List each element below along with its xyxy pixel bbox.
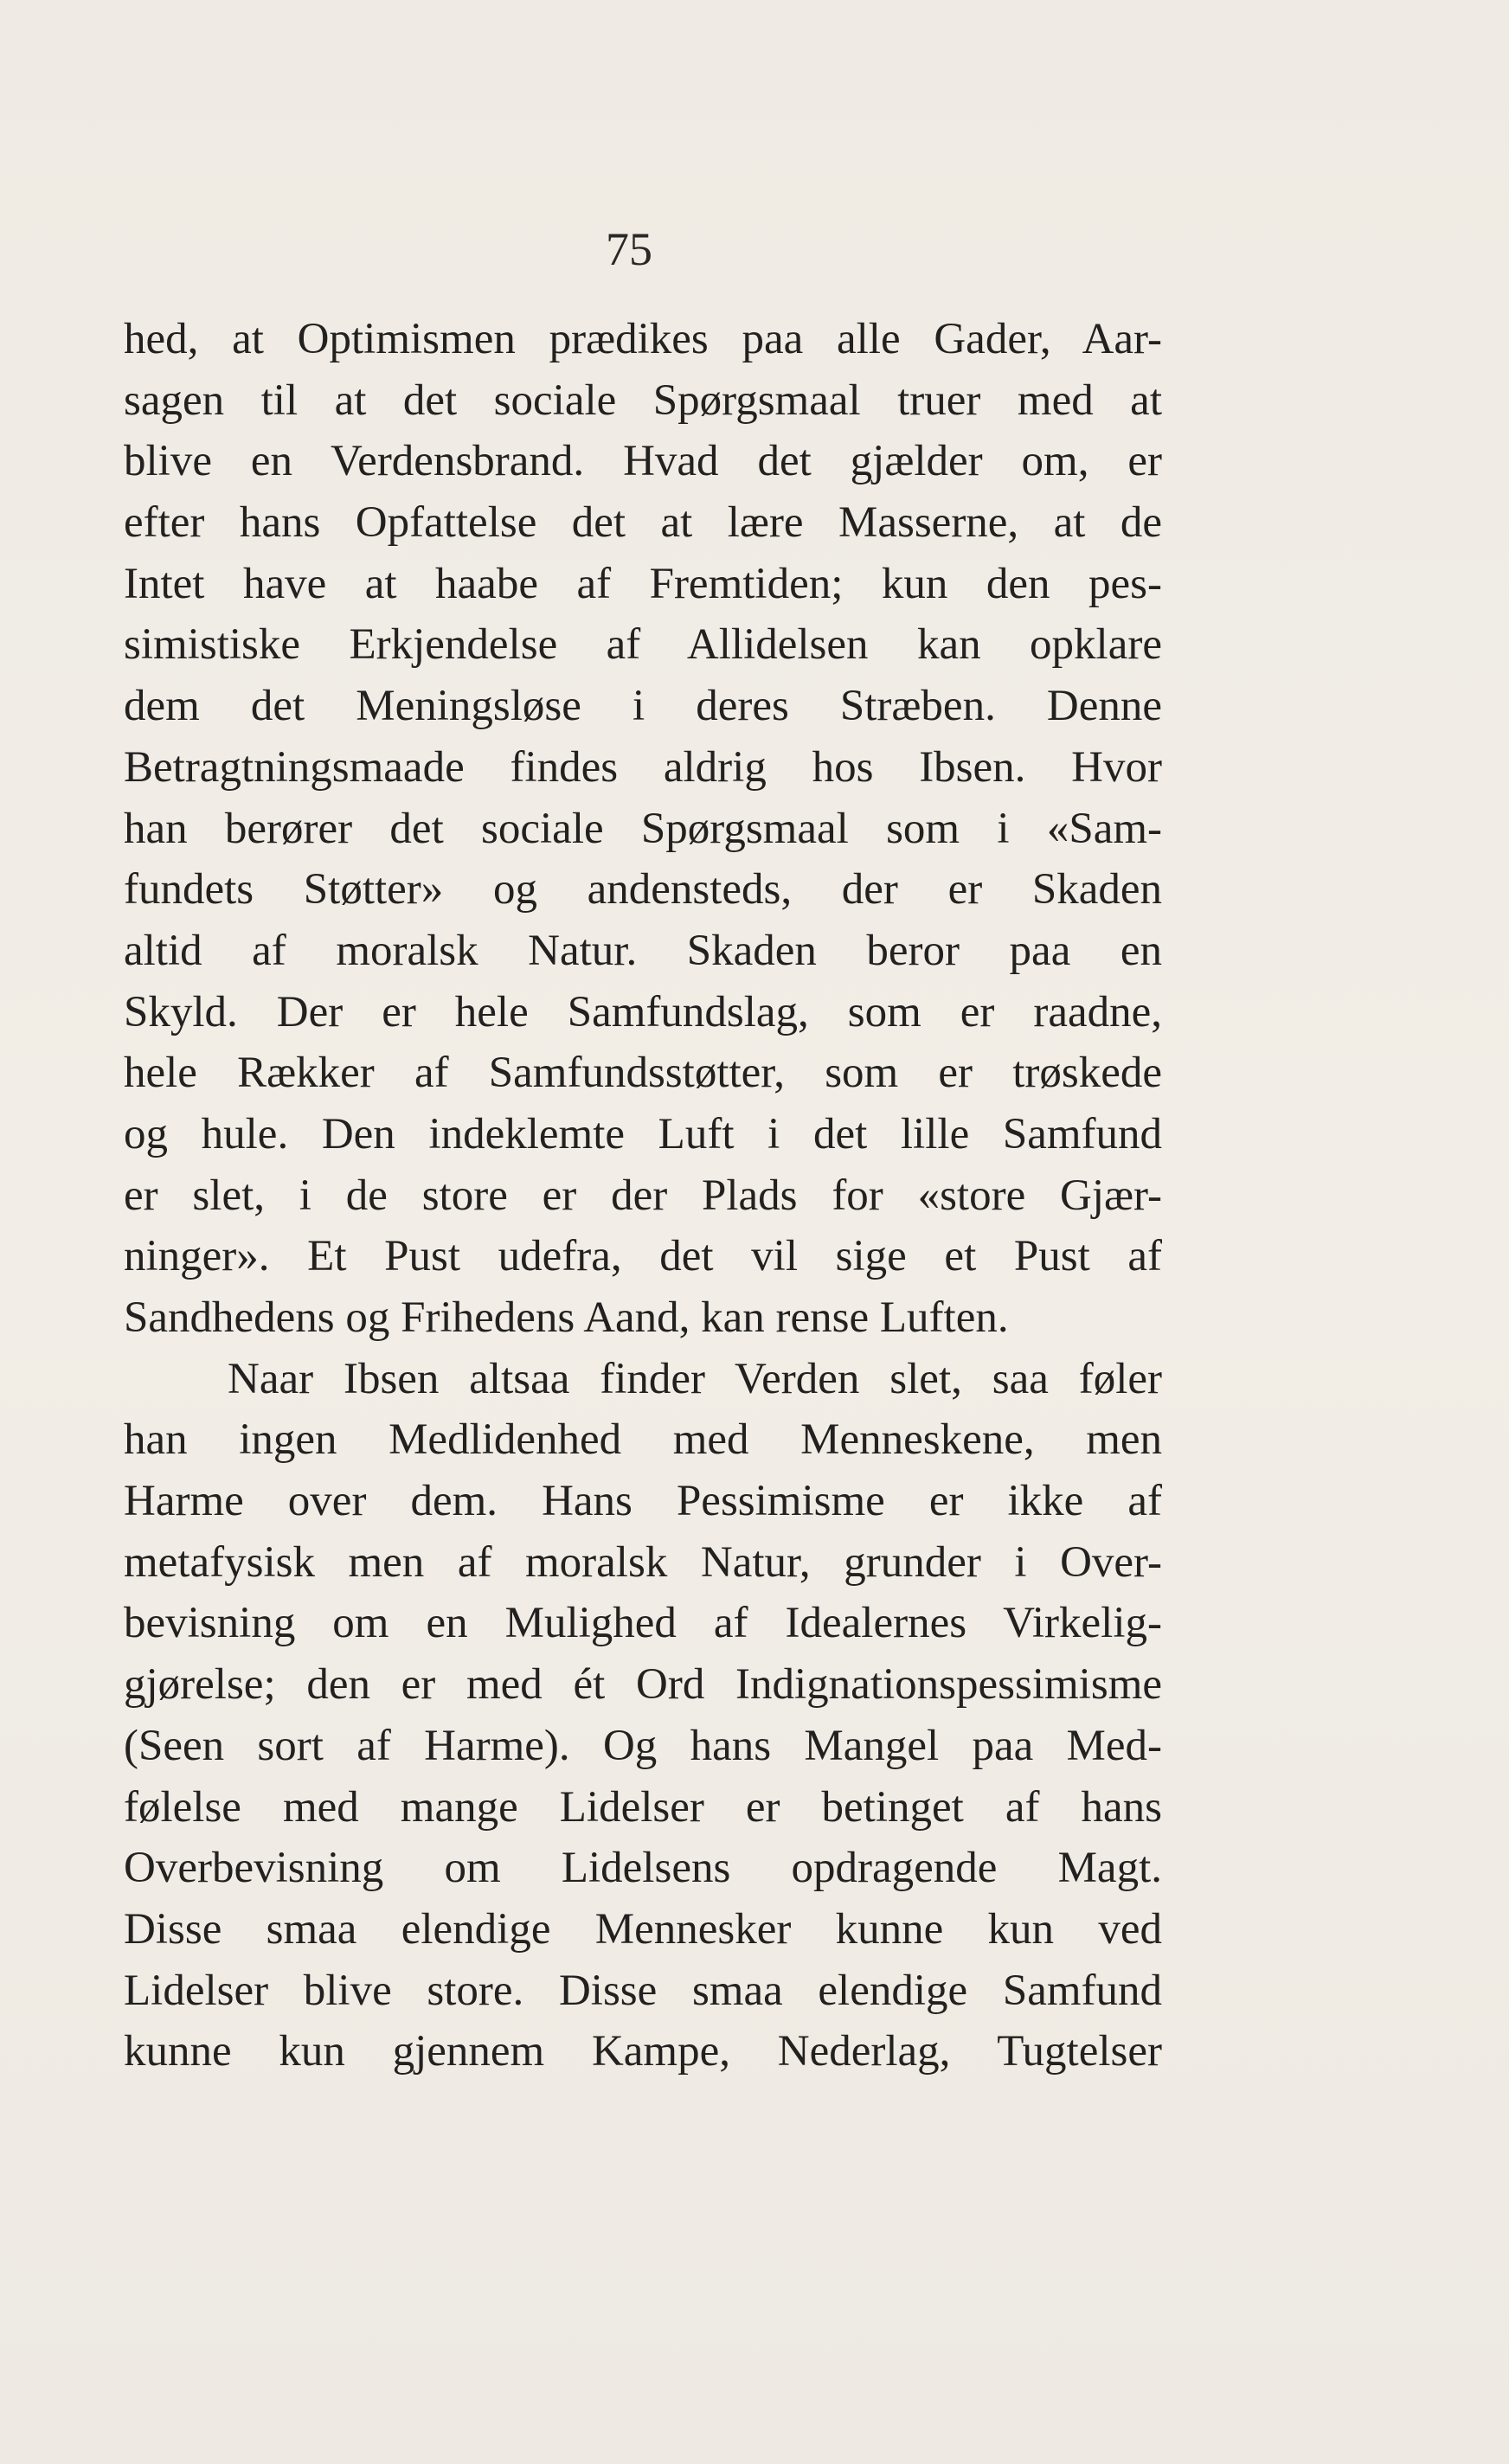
text-line: Skyld. Der er hele Samfundslag, som er raadne, [124, 987, 1162, 1036]
text-line: bevisning om en Mulighed af Idealernes Virkelig- [124, 1599, 1162, 1648]
text-line: Betragtningsmaade findes aldrig hos Ibsen. Hvor [124, 742, 1162, 792]
text-line: metafysisk men af moralsk Natur, grunder i Over- [124, 1537, 1162, 1587]
text-line: han berører det sociale Spørgsmaal som i «Sam- [124, 804, 1162, 853]
text-line: efter hans Opfattelse det at lære Masserne, at de [124, 498, 1162, 548]
text-line: Sandhedens og Frihedens Aand, kan rense Luften. [124, 1293, 1009, 1342]
text-line: altid af moralsk Natur. Skaden beror paa en [124, 926, 1162, 975]
text-line: følelse med mange Lidelser er betinget af hans [124, 1782, 1162, 1832]
text-line: (Seen sort af Harme). Og hans Mangel paa Med- [124, 1721, 1162, 1770]
text-line: blive en Verdensbrand. Hvad det gjælder om, er [124, 437, 1162, 486]
text-line: er slet, i de store er der Plads for «store Gjær- [124, 1171, 1162, 1220]
text-line: og hule. Den indeklemte Luft i det lille Samfund [124, 1109, 1162, 1158]
text-line: han ingen Medlidenhed med Menneskene, men [124, 1415, 1162, 1465]
text-line: Harme over dem. Hans Pessimisme er ikke af [124, 1477, 1162, 1526]
text-line: Intet have at haabe af Fremtiden; kun den pes- [124, 559, 1162, 608]
text-line: hele Rækker af Samfundsstøtter, som er trøskede [124, 1049, 1162, 1098]
text-line: gjørelse; den er med ét Ord Indignationspessimisme [124, 1660, 1162, 1710]
text-line: simistiske Erkjendelse af Allidelsen kan opklare [124, 620, 1162, 670]
body-text [124, 309, 1162, 2082]
text-line: kunne kun gjennem Kampe, Nederlag, Tugtelser [124, 2027, 1162, 2076]
text-line: ninger». Et Pust udefra, det vil sige et Pust af [124, 1232, 1162, 1281]
text-line: Lidelser blive store. Disse smaa elendige Samfund [124, 1966, 1162, 2015]
page-number: 75 [606, 223, 652, 275]
text-line: Disse smaa elendige Mennesker kunne kun ved [124, 1904, 1162, 1954]
text-line: Overbevisning om Lidelsens opdragende Magt. [124, 1844, 1162, 1893]
text-line: fundets Støtter» og andensteds, der er Skaden [124, 865, 1162, 914]
text-line: sagen til at det sociale Spørgsmaal truer med at [124, 375, 1162, 425]
text-line: Naar Ibsen altsaa finder Verden slet, saa føler [228, 1354, 1162, 1403]
text-line: hed, at Optimismen prædikes paa alle Gader, Aar- [124, 315, 1162, 363]
text-line: dem det Meningsløse i deres Stræben. Denne [124, 682, 1162, 731]
